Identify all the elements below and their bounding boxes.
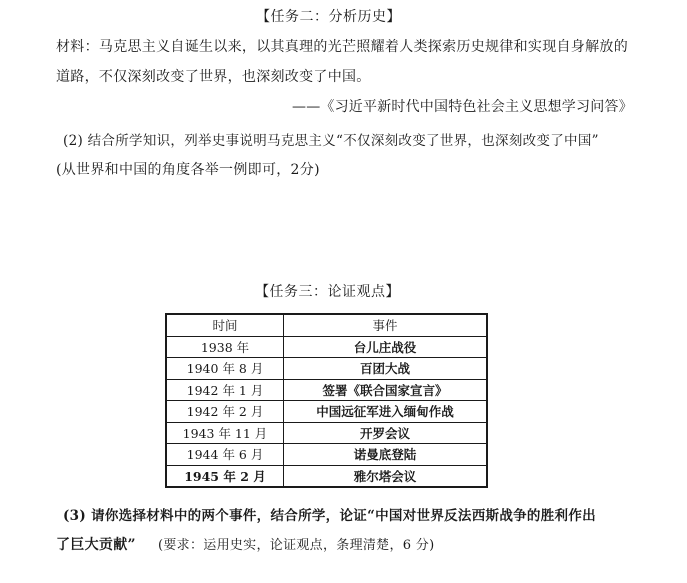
row-event: 签署《联合国家宣言》: [284, 379, 488, 401]
row-event: 雅尔塔会议: [284, 465, 488, 487]
task3-question-line2: 了巨大贡献”: [56, 537, 136, 553]
table-row: [166, 444, 487, 466]
task2-material-line2: 道路，不仅深刻改变了世界，也深刻改变了中国。: [56, 69, 371, 85]
table-row: [166, 336, 487, 358]
row-event: 台儿庄战役: [284, 336, 488, 358]
task2-question-line2: (从世界和中国的角度各举一例即可，2分): [56, 162, 320, 178]
row-time: 1945 年 2 月: [166, 465, 284, 487]
header-event: 事件: [284, 314, 488, 336]
table-header-row: [166, 314, 487, 336]
table-row: [166, 465, 487, 487]
task2-title: 【任务二：分析历史】: [256, 9, 401, 25]
row-event: 中国远征军进入缅甸作战: [284, 401, 488, 423]
table-row: [166, 401, 487, 423]
task3-question-line1: (3) 请你选择材料中的两个事件，结合所学，论证“中国对世界反法西斯战争的胜利作出: [63, 508, 596, 524]
table-row: [166, 422, 487, 444]
events-table: [165, 313, 488, 488]
row-time: 1942 年 1 月: [166, 379, 284, 401]
header-time: 时间: [166, 314, 284, 336]
row-time: 1942 年 2 月: [166, 401, 284, 423]
row-event: 诺曼底登陆: [284, 444, 488, 466]
table-row: [166, 379, 487, 401]
table-row: [166, 358, 487, 380]
row-time: 1940 年 8 月: [166, 358, 284, 380]
task2-source: ——《习近平新时代中国特色社会主义思想学习问答》: [292, 99, 633, 115]
task3-question-requirement: (要求：运用史实，论证观点，条理清楚，6 分): [158, 538, 435, 553]
row-event: 开罗会议: [284, 422, 488, 444]
task2-material-line1: 材料：马克思主义自诞生以来，以其真理的光芒照耀着人类探索历史规律和实现自身解放的: [56, 39, 628, 55]
row-time: 1943 年 11 月: [166, 422, 284, 444]
task3-title: 【任务三：论证观点】: [255, 284, 400, 300]
row-time: 1944 年 6 月: [166, 444, 284, 466]
task2-question-line1: (2) 结合所学知识，列举史事说明马克思主义“不仅深刻改变了世界，也深刻改变了中国”: [63, 133, 599, 149]
row-event: 百团大战: [284, 358, 488, 380]
row-time: 1938 年: [166, 336, 284, 358]
